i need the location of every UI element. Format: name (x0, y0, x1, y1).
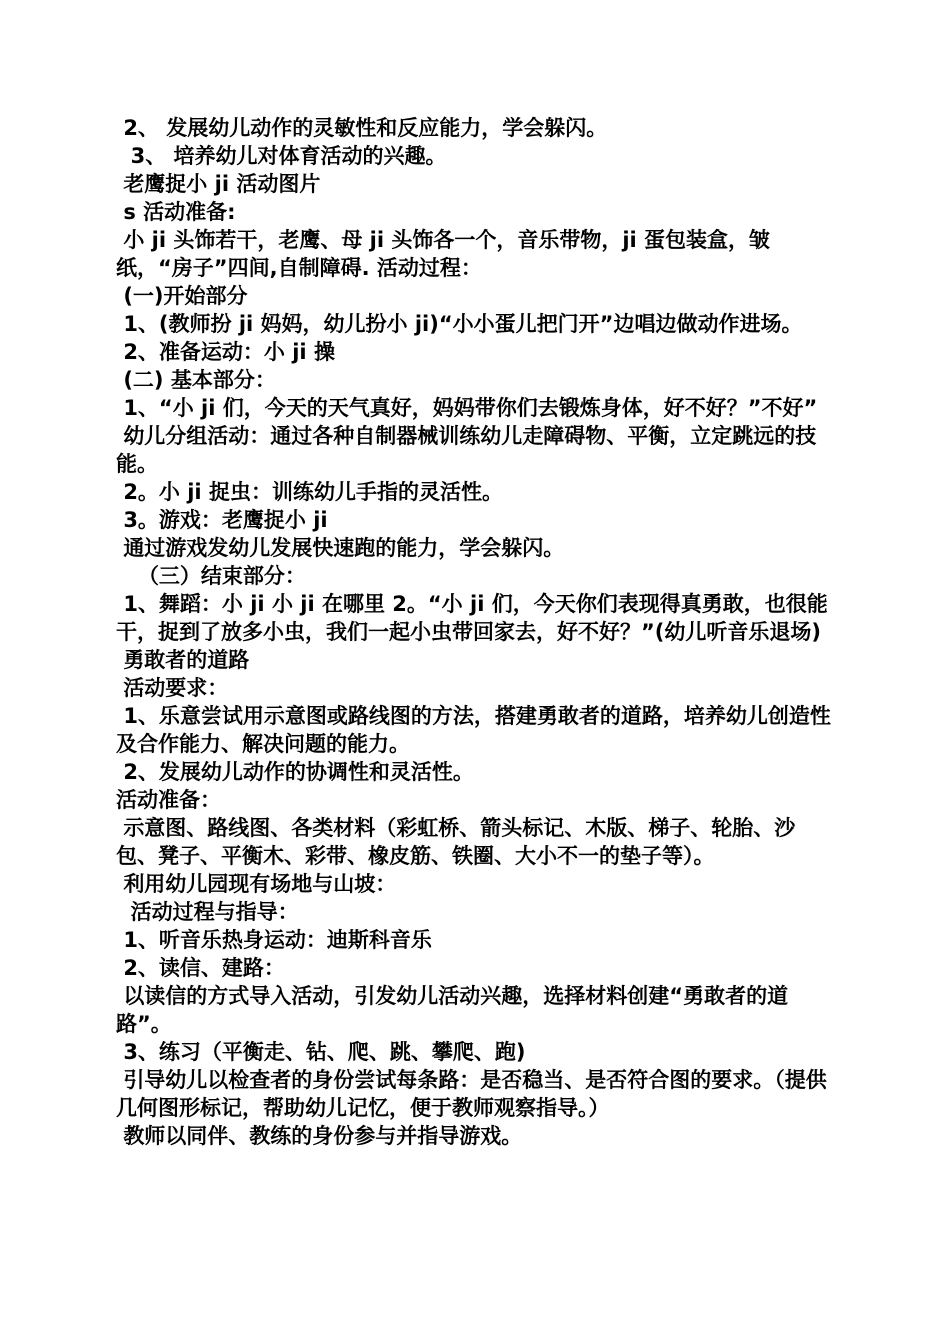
text-line: 小 ji 头饰若干，老鹰、母 ji 头饰各一个，音乐带物，ji 蛋包装盒，皱纸，“房子”四间,自制障碍. 活动过程： (116, 228, 771, 280)
text-line: 以读信的方式导入活动，引发幼儿活动兴趣，选择材料创建“勇敢者的道路”。 (116, 984, 789, 1036)
section-heading: s 活动准备: (116, 200, 236, 224)
text-line: 1、乐意尝试用示意图或路线图的方法，搭建勇敢者的道路，培养幼儿创造性及合作能力、解决问题的能力。 (116, 704, 831, 756)
text-line: 1、听音乐热身运动：迪斯科音乐 (116, 928, 432, 952)
text-line: 3、练习（平衡走、钻、爬、跳、攀爬、跑) (116, 1040, 526, 1064)
text-line: 3、 培养幼儿对体育活动的兴趣。 (116, 144, 447, 168)
section-heading: 活动过程与指导： (116, 900, 299, 924)
section-heading: 勇敢者的道路 (116, 648, 250, 672)
section-heading: （三）结束部分： (116, 564, 306, 588)
text-line: 示意图、路线图、各类材料（彩虹桥、箭头标记、木版、梯子、轮胎、沙包、凳子、平衡木、彩带、橡皮筋、铁圈、大小不一的垫子等）。 (116, 816, 796, 868)
text-line: 利用幼儿园现有场地与山坡： (116, 872, 397, 896)
section-heading: 老鹰捉小 ji 活动图片 (116, 172, 321, 196)
text-line: 引导幼儿以检查者的身份尝试每条路：是否稳当、是否符合图的要求。（提供几何图形标记，帮助幼儿记忆，便于教师观察指导。） (116, 1068, 827, 1120)
section-heading: (一)开始部分 (116, 284, 248, 308)
text-line: 1、舞蹈：小 ji 小 ji 在哪里 2。“小 ji 们，今天你们表现得真勇敢，也很能干，捉到了放多小虫，我们一起小虫带回家去，好不好？”(幼儿听音乐退场) (116, 592, 828, 644)
text-line: 2、准备运动：小 ji 操 (116, 340, 335, 364)
text-line: 幼儿分组活动：通过各种自制器械训练幼儿走障碍物、平衡，立定跳远的技能。 (116, 424, 817, 476)
document-body (116, 114, 836, 1150)
text-line: 3。游戏：老鹰捉小 ji (116, 508, 328, 532)
section-heading: 活动要求： (116, 676, 229, 700)
text-line: 2、读信、建路： (116, 956, 285, 980)
text-line: 教师以同伴、教练的身份参与并指导游戏。 (116, 1124, 523, 1148)
text-line: 通过游戏发幼儿发展快速跑的能力，学会躲闪。 (116, 536, 565, 560)
text-line: 1、“小 ji 们，今天的天气真好，妈妈带你们去锻炼身体，好不好？”不好” (116, 396, 818, 420)
text-line: 2、 发展幼儿动作的灵敏性和反应能力，学会躲闪。 (116, 116, 608, 140)
text-line: 2。小 ji 捉虫：训练幼儿手指的灵活性。 (116, 480, 503, 504)
text-line: 2、发展幼儿动作的协调性和灵活性。 (116, 760, 474, 784)
section-heading: 活动准备： (116, 788, 221, 812)
section-heading: (二) 基本部分： (116, 368, 276, 392)
text-line: 1、(教师扮 ji 妈妈，幼儿扮小 ji)“小小蛋儿把门开”边唱边做动作进场。 (116, 312, 803, 336)
